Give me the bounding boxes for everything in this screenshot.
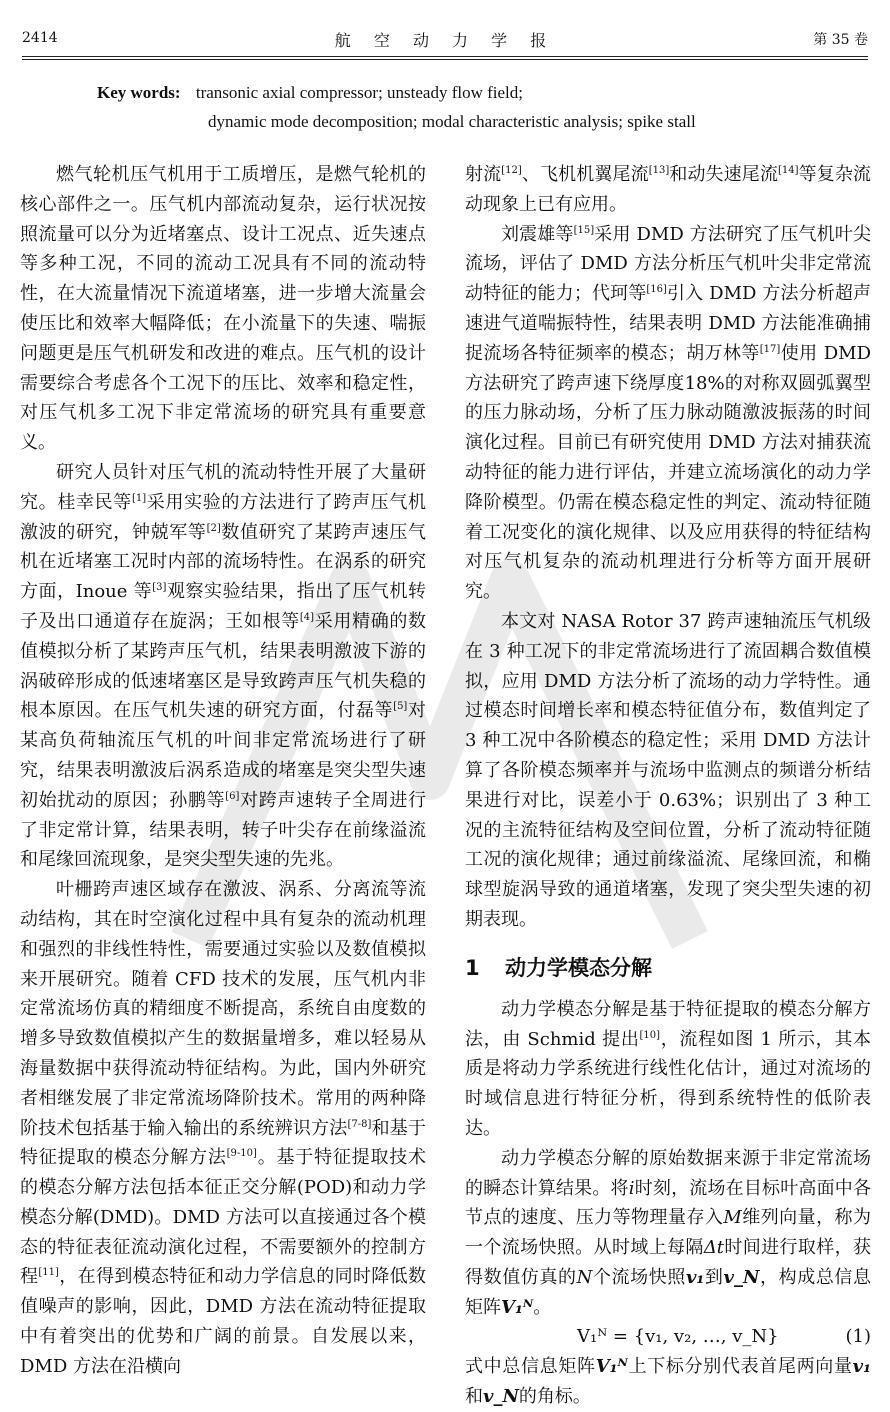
header-rule — [22, 56, 868, 57]
text: 数值研究了某跨声速压气机在近堵塞工况时内部的流场特性。在涡系的研究方面，Inoue 等 — [20, 521, 427, 603]
text: 研究人员针对压气机的流动特性开展了大量研究。桂幸民等 — [20, 461, 426, 513]
citation: [5] — [393, 701, 408, 713]
header-rule-secondary — [22, 59, 868, 60]
citation: [11] — [38, 1267, 59, 1279]
text: 。基于特征提取技术的模态分解方法包括本征正交分解(POD)和动力学模态分解(DMD)。DMD 方法可以直接通过各个模态的特征表征流动演化过程，不需要额外的控制方程 — [20, 1147, 427, 1288]
citation: [15] — [573, 224, 595, 236]
text: ，构成总信息矩阵 — [465, 1266, 872, 1318]
text: 采用精确的数值模拟分析了某跨声压气机，结果表明激波下游的涡破碎形成的低速堵塞区是导致跨声压气机失稳的根本原因。在压气机失速的研究方面，付磊等 — [20, 610, 427, 722]
keywords-label: Key words: — [97, 83, 181, 102]
text: 等复杂流动现象上已有应用。 — [465, 164, 872, 215]
citation: [9-10] — [226, 1148, 257, 1160]
paragraph — [465, 995, 871, 1144]
paragraph — [465, 1352, 871, 1412]
text: 、飞机机翼尾流 — [521, 164, 649, 185]
text: 和基于特征提取的模态分解方法 — [20, 1117, 427, 1169]
keywords-line-2: dynamic mode decomposition; modal characteristic analysis; spike stall — [208, 112, 696, 131]
math-symbol: v_N — [723, 1266, 760, 1288]
text: 维列向量，称为一个流场快照。从时域上每隔 — [465, 1207, 871, 1259]
section-title: 动力学模态分解 — [505, 955, 652, 980]
text: 本文对 NASA Rotor 37 跨声速轴流压气机级在 3 种工况下的非定常流场进行了流固耦合数值模拟，应用 DMD 方法分析了流场的动力学特性。通过模态时间增长率和模态特征值分布，数值判定了 3 种工况中各阶模态的稳定性；采用 DMD 方法计算了各阶模态频率并与流场中监测点的频谱分析结果进行对比，误差小于 0.63%；识别出了 3 种工况的主流特征结构及空间位置，分析了流动特征随工况的演化规律；通过前缘溢流、尾缘回流，和椭球型旋涡导致的通道堵塞，发现了突尖型失速的初期表现。 — [465, 610, 871, 930]
text: 刘震雄等 — [501, 223, 574, 245]
text: 对跨声速转子全周进行了非定常计算，结果表明，转子叶尖存在前缘溢流和尾缘回流现象，是突尖型失速的先兆。 — [20, 789, 427, 871]
paragraph — [465, 160, 871, 220]
text: 。 — [533, 1296, 552, 1318]
text: 时间进行取样，获得数值仿真的 — [465, 1237, 872, 1288]
text: 动力学模态分解是基于特征提取的模态分解方法，由 Schmid 提出 — [465, 998, 871, 1050]
text: 上下标分别代表首尾两向量 — [627, 1356, 853, 1378]
paragraph — [20, 160, 426, 458]
citation: [12] — [501, 165, 522, 176]
math-symbol: i — [628, 1177, 635, 1199]
text: ，流程如图 1 所示，其本质是将动力学系统进行线性化估计，通过对流场的时域信息进行特征分析，得到系统特性的低阶表达。 — [465, 1028, 871, 1139]
text: 时刻，流场在目标叶高面中各节点的速度、压力等物理量存入 — [465, 1177, 872, 1229]
text: 到 — [704, 1266, 724, 1288]
equation-body: V₁ᴺ = {v₁, v₂, …, v_N} — [577, 1326, 779, 1348]
citation: [7-8] — [347, 1118, 372, 1130]
section-number: 1 — [465, 955, 480, 980]
keywords-block — [97, 78, 857, 131]
citation: [13] — [648, 165, 670, 176]
equation-number: (1) — [845, 1326, 871, 1348]
text: 对某高负荷轴流压气机的叶间非定常流场进行了研究，结果表明激波后涡系造成的堵塞是突尖型失速初始扰动的原因；孙鹏等 — [20, 700, 427, 811]
equation-1 — [465, 1322, 871, 1352]
citation: [3] — [152, 582, 167, 594]
math-symbol: N — [576, 1266, 593, 1288]
citation: [16] — [646, 284, 667, 296]
text: 采用实验的方法进行了跨声压气机激波的研究，钟兢军等 — [20, 491, 427, 543]
volume-label: 第 35 卷 — [813, 32, 868, 48]
math-symbol: v₁ — [852, 1356, 871, 1378]
text: 观察实验结果，指出了压气机转子及出口通道存在旋涡；王如根等 — [20, 581, 427, 632]
text: 引入 DMD 方法分析超声速进气道喘振特性，结果表明 DMD 方法能准确捕捉流场各特征频率的模态；胡万林等 — [465, 283, 871, 364]
math-symbol: V₁ᴺ — [595, 1356, 628, 1378]
running-header — [22, 24, 868, 54]
text: 个流场快照 — [592, 1266, 686, 1288]
citation: [14] — [778, 165, 799, 176]
citation: [1] — [131, 492, 147, 504]
text: 和 — [465, 1386, 483, 1408]
citation: [10] — [639, 1029, 661, 1041]
text: 射流 — [465, 164, 502, 185]
text: 动力学模态分解的原始数据来源于非定常流场的瞬态计算结果。将 — [465, 1147, 871, 1199]
text: 使用 DMD 方法研究了跨声速下绕厚度18%的对称双圆弧翼型的压力脉动场，分析了压力脉动随激波振荡的时间演化过程。目前已有研究使用 DMD 方法对捕获流动特征的能力进行评估，并建立流场演化的动力学降阶模型。仍需在模态稳定性的判定、流动特征随着工况变化的演化规律、以及应用获得的特征结构对压气机复杂的流动机理进行分析等方面开展研究。 — [465, 342, 872, 603]
citation: [4] — [299, 611, 315, 623]
text: 叶栅跨声速区域存在激波、涡系、分离流等流动结构，其在时空演化过程中具有复杂的流动机理和强烈的非线性特性，需要通过实验以及数值模拟来开展研究。随着 CFD 技术的发展，压气机内非定常流场仿真的精细度不断提高，系统自由度数的增多导致数值模拟产生的数据量增多，难以轻易从海量数据中获得流动特征结构。为此，国内外研究者相继发展了非定常流场降阶技术。常用的两种降阶技术包括基于输入输出的系统辨识方法 — [20, 879, 426, 1139]
keywords-line-1: transonic axial compressor; unsteady flow field; — [195, 83, 524, 102]
text: 的角标。 — [518, 1386, 591, 1408]
citation: [2] — [206, 522, 221, 534]
math-symbol: Δt — [703, 1237, 725, 1259]
text: 式中总信息矩阵 — [465, 1356, 596, 1378]
paragraph — [465, 220, 871, 607]
paragraph — [465, 1144, 871, 1323]
math-symbol: v_N — [483, 1386, 519, 1408]
watermark-graphic — [170, 560, 730, 960]
math-symbol: v₁ — [685, 1266, 705, 1288]
text: ，在得到模态特征和动力学信息的同时降低数值噪声的影响，因此，DMD 方法在流动特征提取中有着突出的优势和广阔的前景。自发展以来，DMD 方法在沿横向 — [20, 1266, 427, 1377]
text: 和动失速尾流 — [669, 164, 779, 185]
math-symbol: V₁ᴺ — [501, 1296, 534, 1318]
math-symbol: M — [723, 1207, 742, 1229]
citation: [17] — [759, 343, 781, 355]
citation: [6] — [225, 790, 240, 802]
text: 采用 DMD 方法研究了压气机叶尖流场，评估了 DMD 方法分析压气机叶尖非定常流动特征的能力；代珂等 — [465, 223, 871, 305]
journal-title: 航 空 动 力 学 报 — [334, 31, 556, 50]
paragraph-text: 燃气轮机压气机用于工质增压，是燃气轮机的核心部件之一。压气机内部流动复杂，运行状况按照流量可以分为近堵塞点、设计工况点、近失速点等多种工况，不同的流动工况具有不同的流动特性，在大流量情况下流道堵塞，进一步增大流量会使压比和效率大幅降低；在小流量下的失速、喘振问题更是压气机研发和改进的难点。压气机的设计需要综合考虑各个工况下的压比、效率和稳定性，对压气机多工况下非定常流场的研究具有重要意义。 — [20, 164, 426, 454]
page-number: 2414 — [22, 30, 58, 46]
